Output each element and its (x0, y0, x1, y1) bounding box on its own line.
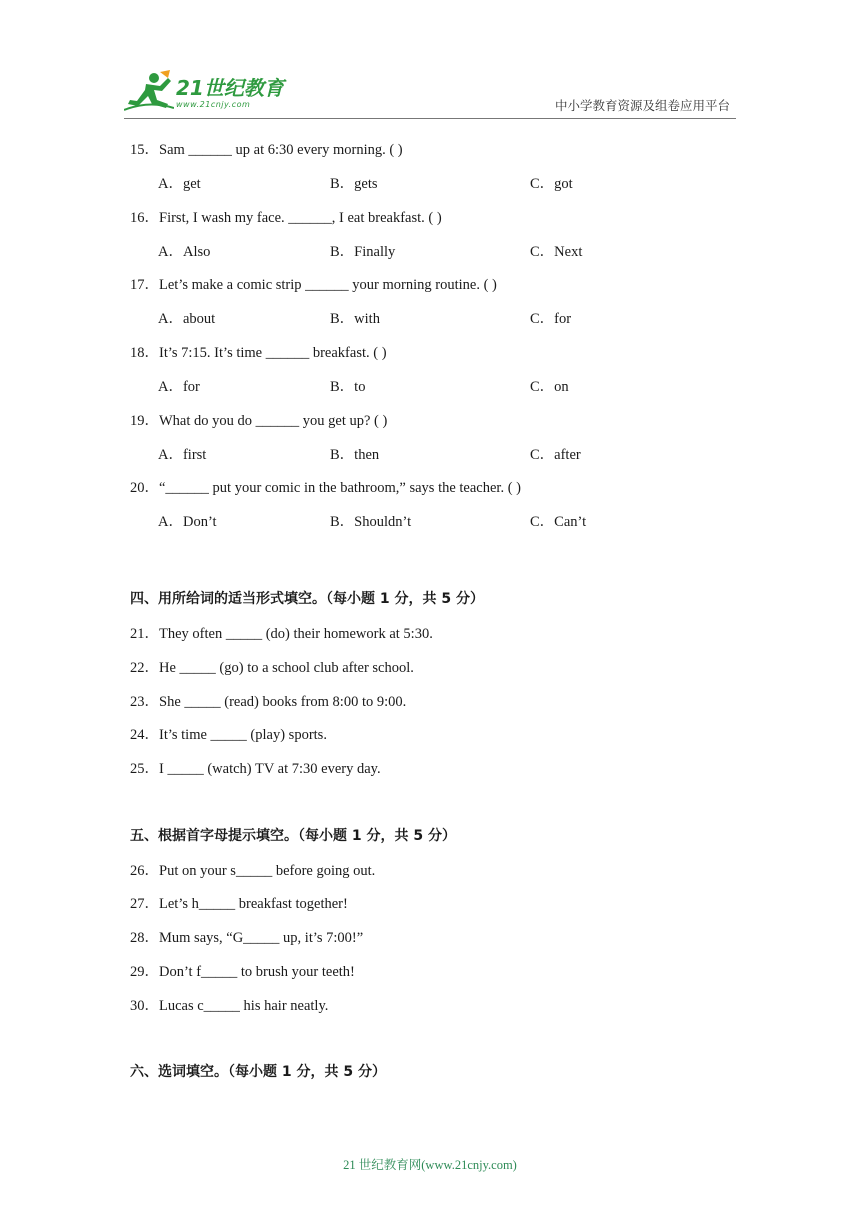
section-heading: 五、根据首字母提示填空。（每小题 1 分，共 5 分） (130, 828, 456, 844)
option-a: A．first (158, 447, 207, 463)
option-row (158, 510, 718, 530)
option-c: C．on (530, 379, 569, 395)
question-stem: 15．Sam ______ up at 6:30 every morning. ( ) (130, 142, 403, 158)
fill-item: 26．Put on your s_____ before going out. (130, 863, 376, 879)
logo-url: www.21cnjy.com (176, 100, 251, 109)
fill-item: 28．Mum says, “G_____ up, it’s 7:00!” (130, 930, 364, 946)
option-b: B．with (330, 311, 380, 327)
question-stem: 17．Let’s make a comic strip ______ your morning routine. ( ) (130, 277, 497, 293)
option-b: B．Finally (330, 244, 396, 260)
option-c: C．Can’t (530, 514, 587, 530)
question-stem: 19．What do you do ______ you get up? ( ) (130, 413, 388, 429)
option-b: B．gets (330, 176, 378, 192)
section-heading: 四、用所给词的适当形式填空。（每小题 1 分，共 5 分） (130, 591, 484, 607)
option-b: B．Shouldn’t (330, 514, 412, 530)
option-c: C．got (530, 176, 573, 192)
fill-item: 22．He _____ (go) to a school club after school. (130, 660, 414, 676)
fill-item: 24．It’s time _____ (play) sports. (130, 727, 327, 743)
option-row (158, 172, 718, 192)
option-b: B．then (330, 447, 380, 463)
fill-item: 30．Lucas c_____ his hair neatly. (130, 998, 329, 1014)
option-c: C．after (530, 447, 581, 463)
option-c: C．Next (530, 244, 583, 260)
option-row (158, 443, 718, 463)
fill-item: 29．Don’t f_____ to brush your teeth! (130, 964, 355, 980)
option-c: C．for (530, 311, 572, 327)
fill-item: 21．They often _____ (do) their homework at 5:30. (130, 626, 433, 642)
question-stem: 16．First, I wash my face. ______, I eat breakfast. ( ) (130, 210, 442, 226)
platform-label: 中小学教育资源及组卷应用平台 (554, 98, 730, 113)
option-a: A．Also (158, 244, 211, 260)
option-b: B．to (330, 379, 366, 395)
runner-icon (124, 70, 174, 114)
header-divider (124, 118, 736, 119)
page-footer: 21 世纪教育网(www.21cnjy.com) (343, 1158, 517, 1172)
fill-item: 25．I _____ (watch) TV at 7:30 every day. (130, 761, 381, 777)
question-stem: 20．“______ put your comic in the bathroom,” says the teacher. ( ) (130, 480, 521, 496)
option-row (158, 307, 718, 327)
option-row (158, 375, 718, 395)
question-stem: 18．It’s 7:15. It’s time ______ breakfast. ( ) (130, 345, 387, 361)
option-a: A．Don’t (158, 514, 217, 530)
section-heading: 六、选词填空。（每小题 1 分，共 5 分） (130, 1064, 386, 1080)
option-a: A．about (158, 311, 216, 327)
logo-text: 21世纪教育 (176, 76, 284, 100)
site-logo (124, 70, 294, 114)
page-header (0, 0, 860, 130)
option-a: A．for (158, 379, 200, 395)
fill-item: 27．Let’s h_____ breakfast together! (130, 896, 348, 912)
option-row (158, 240, 718, 260)
option-a: A．get (158, 176, 201, 192)
fill-item: 23．She _____ (read) books from 8:00 to 9:00. (130, 694, 407, 710)
